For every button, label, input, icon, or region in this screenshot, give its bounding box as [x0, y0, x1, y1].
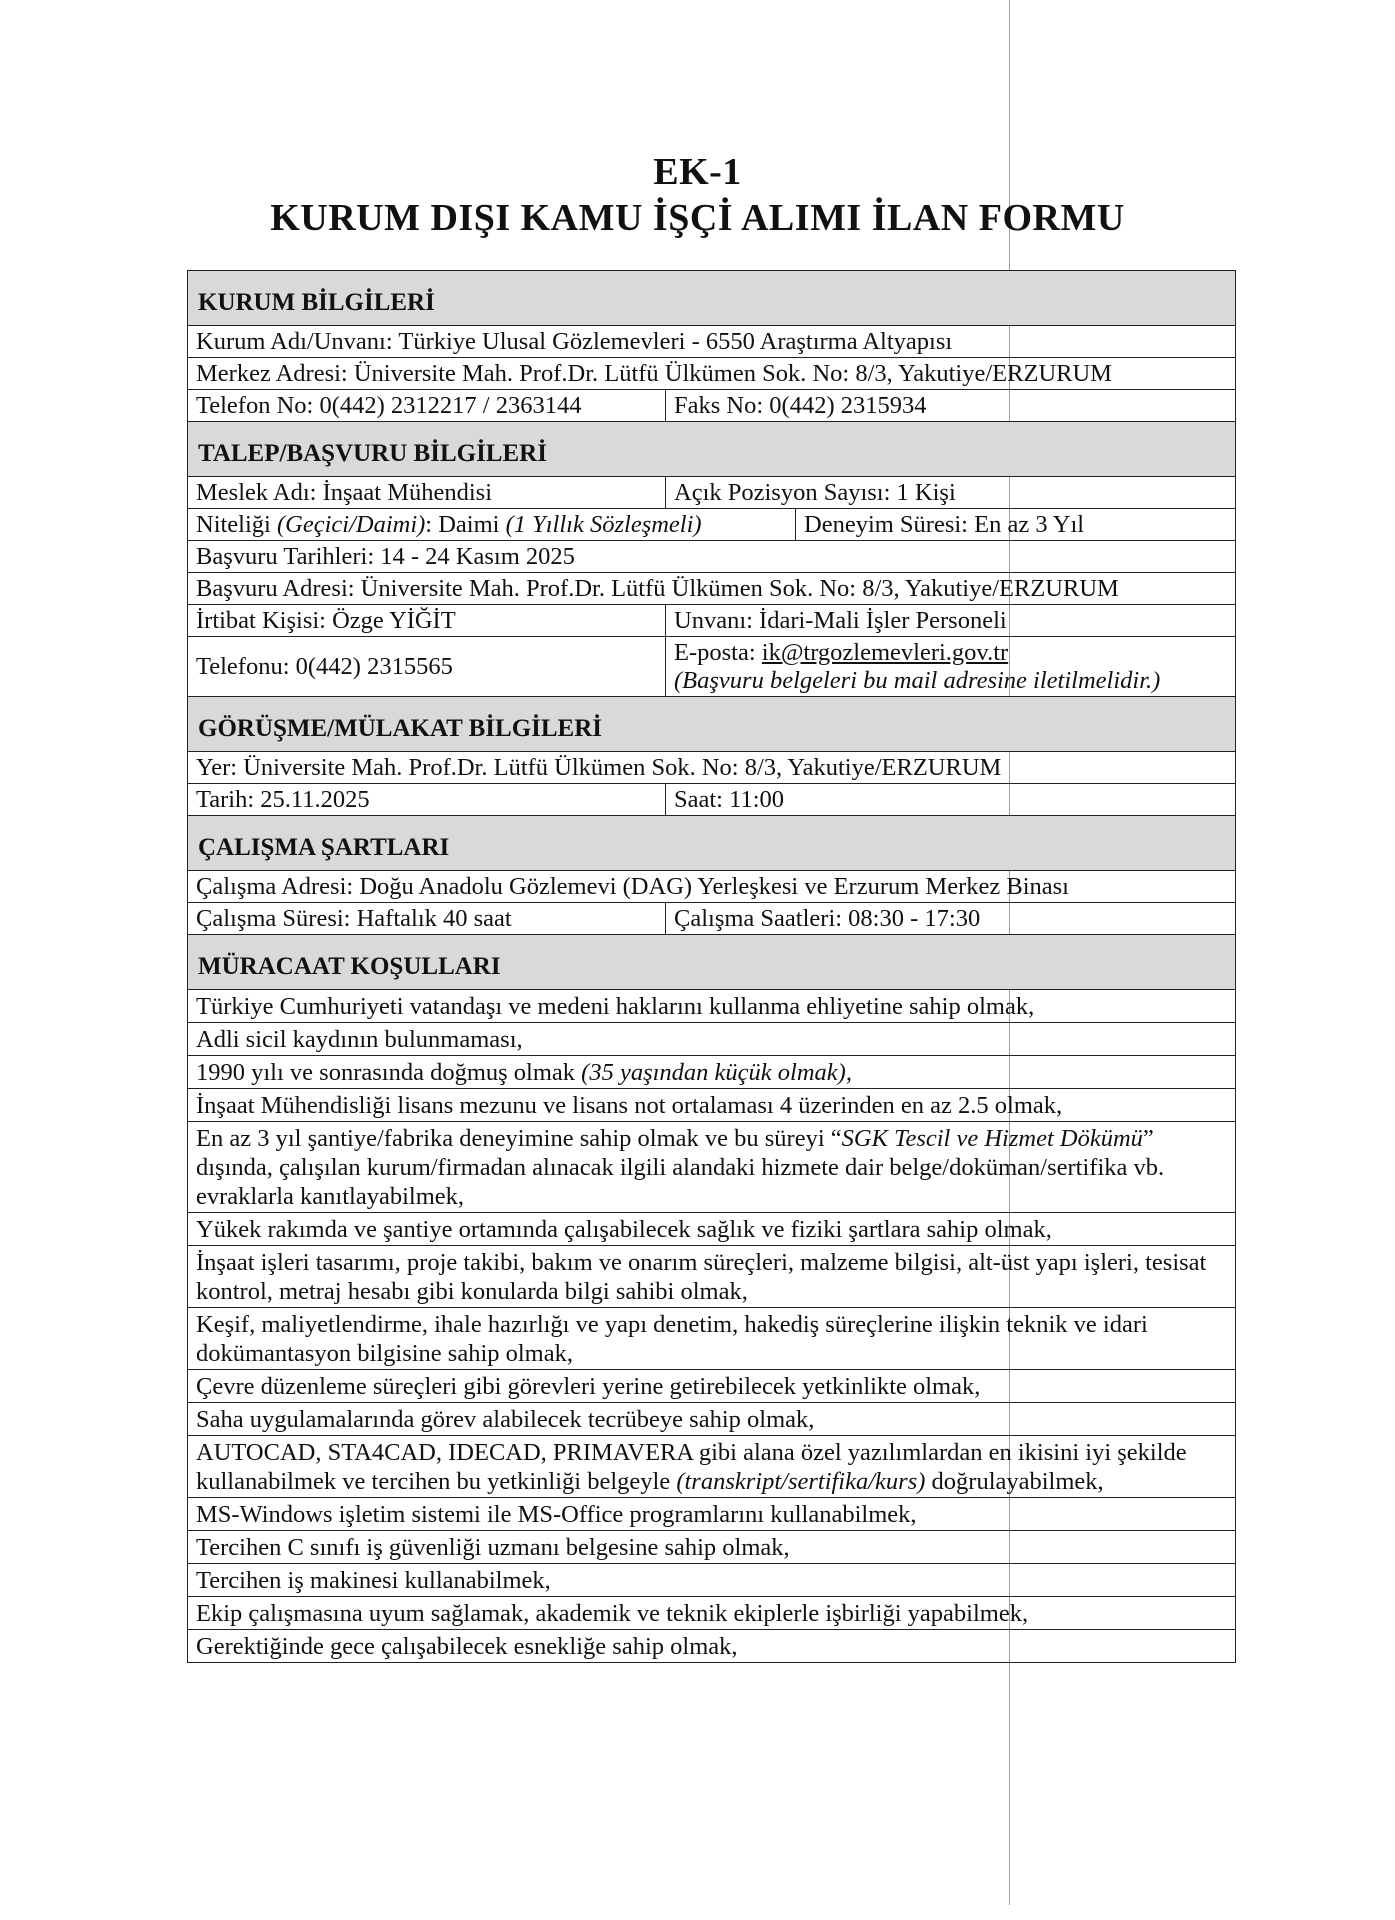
row-calisma-adresi — [188, 871, 1235, 903]
row-basvuru-adresi — [188, 573, 1235, 605]
row-basvuru-tarihleri — [188, 541, 1235, 573]
irtibat-telefonu — [188, 637, 666, 696]
form-code: EK-1 — [653, 151, 742, 193]
list-item: Ekip çalışmasına uyum sağlamak, akademik ve teknik ekiplerle işbirliği yapabilmek, — [188, 1597, 1235, 1630]
irtibat-unvani: Unvanı: İdari-Mali İşler Personeli — [674, 607, 1007, 634]
list-item: AUTOCAD, STA4CAD, IDECAD, PRIMAVERA gibi alana özel yazılımlardan en ikisini iyi şekilde kullanabilmek ve tercihen bu yetkinliği belgeyle (transkript/sertifika/kurs) doğrulayabilmek, — [188, 1436, 1235, 1498]
list-item: Adli sicil kaydının bulunmaması, — [188, 1023, 1235, 1056]
meslek-adi: Meslek Adı: İnşaat Mühendisi — [188, 477, 666, 508]
eposta-cell — [666, 637, 1235, 696]
muracaat-list — [188, 990, 1235, 1662]
row-telefon-faks — [188, 390, 1235, 422]
irtibat-telefonu-text: Telefonu: 0(442) 2315565 — [196, 653, 453, 680]
kurum-adi: Kurum Adı/Unvanı: Türkiye Ulusal Gözlemevleri - 6550 Araştırma Altyapısı — [196, 328, 953, 355]
row-kurum-adi — [188, 326, 1235, 358]
list-item: Yükek rakımda ve şantiye ortamında çalışabilecek sağlık ve fiziki şartlara sahip olmak, — [188, 1213, 1235, 1246]
row-nitelik — [188, 509, 1235, 541]
irtibat-kisisi: İrtibat Kişisi: Özge YİĞİT — [188, 605, 666, 636]
gorusme-tarih: Tarih: 25.11.2025 — [188, 784, 666, 815]
calisma-adresi: Çalışma Adresi: Doğu Anadolu Gözlemevi (DAG) Yerleşkesi ve Erzurum Merkez Binası — [196, 873, 1069, 900]
section-talep-heading: TALEP/BAŞVURU BİLGİLERİ — [188, 422, 1235, 477]
job-posting-form — [187, 270, 1236, 1663]
section-kurum-heading: KURUM BİLGİLERİ — [188, 271, 1235, 326]
list-item: Türkiye Cumhuriyeti vatandaşı ve medeni haklarını kullanma ehliyetine sahip olmak, — [188, 990, 1235, 1023]
row-meslek — [188, 477, 1235, 509]
basvuru-adresi: Başvuru Adresi: Üniversite Mah. Prof.Dr. Lütfü Ülkümen Sok. No: 8/3, Yakutiye/ERZURUM — [196, 575, 1119, 602]
calisma-suresi: Çalışma Süresi: Haftalık 40 saat — [188, 903, 666, 934]
gorusme-yer: Yer: Üniversite Mah. Prof.Dr. Lütfü Ülkümen Sok. No: 8/3, Yakutiye/ERZURUM — [196, 754, 1002, 781]
list-item: Keşif, maliyetlendirme, ihale hazırlığı ve yapı denetim, hakediş süreçlerine ilişkin teknik ve idari dokümantasyon bilgisine sahip olmak, — [188, 1308, 1235, 1370]
list-item: 1990 yılı ve sonrasında doğmuş olmak (35 yaşından küçük olmak), — [188, 1056, 1235, 1089]
nitelik-note: (1 Yıllık Sözleşmeli) — [505, 511, 702, 538]
section-gorusme-heading: GÖRÜŞME/MÜLAKAT BİLGİLERİ — [188, 697, 1235, 752]
gorusme-saat: Saat: 11:00 — [674, 786, 785, 813]
deneyim-suresi: Deneyim Süresi: En az 3 Yıl — [804, 511, 1085, 538]
row-gorusme-tarih — [188, 784, 1235, 816]
list-item: İnşaat Mühendisliği lisans mezunu ve lisans not ortalaması 4 üzerinden en az 2.5 olmak, — [188, 1089, 1235, 1122]
nitelik-label: Niteliği — [196, 511, 277, 538]
list-item: Saha uygulamalarında görev alabilecek tecrübeye sahip olmak, — [188, 1403, 1235, 1436]
list-item: Gerektiğinde gece çalışabilecek esnekliğe sahip olmak, — [196, 1633, 738, 1660]
row-irtibat — [188, 605, 1235, 637]
basvuru-tarihleri: Başvuru Tarihleri: 14 - 24 Kasım 2025 — [196, 543, 575, 570]
calisma-saatleri: Çalışma Saatleri: 08:30 - 17:30 — [674, 905, 981, 932]
eposta-link[interactable]: ik@trgozlemevleri.gov.tr — [761, 639, 1009, 666]
niteligi — [188, 509, 796, 540]
nitelik-value: : Daimi — [425, 511, 506, 538]
eposta-note: (Başvuru belgeleri bu mail adresine iletilmelidir.) — [674, 667, 1161, 694]
row-gorusme-yer — [188, 752, 1235, 784]
kurum-faks: Faks No: 0(442) 2315934 — [674, 392, 927, 419]
section-muracaat-heading: MÜRACAAT KOŞULLARI — [188, 935, 1235, 990]
list-item: İnşaat işleri tasarımı, proje takibi, bakım ve onarım süreçleri, malzeme bilgisi, alt-üst yapı işleri, tesisat kontrol, metraj hesabı gibi konularda bilgi sahibi olmak, — [188, 1246, 1235, 1308]
nitelik-type: (Geçici/Daimi) — [276, 511, 426, 538]
section-calisma-heading: ÇALIŞMA ŞARTLARI — [188, 816, 1235, 871]
acik-pozisyon: Açık Pozisyon Sayısı: 1 Kişi — [674, 479, 956, 506]
form-title: KURUM DIŞI KAMU İŞÇİ ALIMI İLAN FORMU — [270, 197, 1125, 239]
list-item: Çevre düzenleme süreçleri gibi görevleri yerine getirebilecek yetkinlikte olmak, — [188, 1370, 1235, 1403]
list-item: Tercihen iş makinesi kullanabilmek, — [188, 1564, 1235, 1597]
list-item: Tercihen C sınıfı iş güvenliği uzmanı belgesine sahip olmak, — [188, 1531, 1235, 1564]
row-iletisim — [188, 637, 1235, 697]
row-merkez-adresi — [188, 358, 1235, 390]
eposta-label: E-posta: — [674, 639, 762, 666]
kurum-telefon: Telefon No: 0(442) 2312217 / 2363144 — [188, 390, 666, 421]
list-item: En az 3 yıl şantiye/fabrika deneyimine sahip olmak ve bu süreyi “SGK Tescil ve Hizmet Dökümü” dışında, çalışılan kurum/firmadan alınacak ilgili alandaki hizmete dair belge/doküman/sertifika vb. evraklarla kanıtlayabilmek, — [188, 1122, 1235, 1213]
merkez-adresi: Merkez Adresi: Üniversite Mah. Prof.Dr. Lütfü Ülkümen Sok. No: 8/3, Yakutiye/ERZURUM — [196, 360, 1112, 387]
list-item: MS-Windows işletim sistemi ile MS-Office programlarını kullanabilmek, — [188, 1498, 1235, 1531]
row-calisma-suresi — [188, 903, 1235, 935]
